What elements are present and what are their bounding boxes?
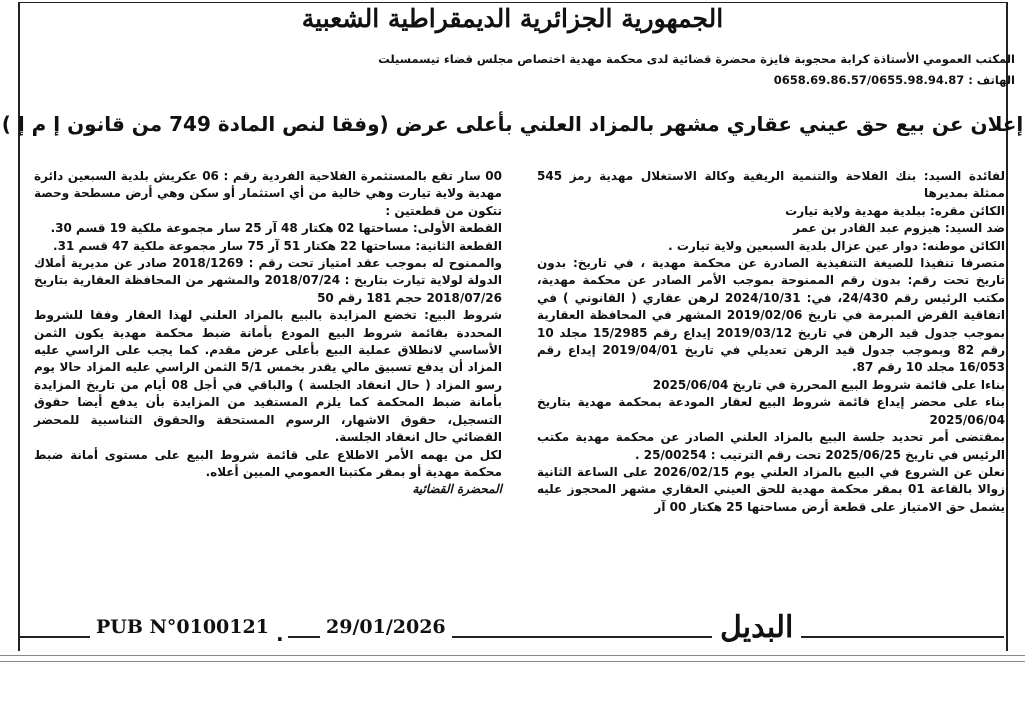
paragraph: لكل من يهمه الأمر الاطلاع على قائمة شروط البيع على مستوى أمانة ضبط محكمة مهدية أو بمقر مكتبنا العمومي المبين أعلاه. <box>34 447 502 479</box>
paragraph: بناءا على قائمة شروط البيع المحررة في تاريخ 2025/06/04 <box>652 377 1005 392</box>
phone-line: الهاتف : 0658.69.86.57/0655.98.94.87 <box>773 73 1015 87</box>
republic-heading: الجمهورية الجزائرية الديمقراطية الشعبية <box>301 4 724 33</box>
paragraph: متصرفا تنفيذا للصيغة التنفيذية الصادرة عن محكمة مهدية ، في تاريخ: بدون تاريخ تحت رقم: بدون رقم الممنوحة بموجب الأمر الصادر عن محكمة مهدية، مكتب الرئيس رقم 24/430، في: 2024/10/31 لرهن عقاري ( القانوني ) في اتفاقية القرض المبرمة في تاريخ 2019/02/06 المشهر في المحافظة العقارية بموجب جدول قيد الرهن في تاريخ 2019/03/12 إيداع رقم 15/2985 مجلد 10 رقم 82 وبموجب جدول قيد الرهن تعديلي في تاريخ 2019/04/01 إيداع رقم 16/053 مجلد 10 رقم 87. <box>537 256 1006 375</box>
paragraph: القطعة الأولى: مساحتها 02 هكتار 48 آر 25 سار مجموعة ملكية 19 قسم 30. <box>50 221 502 236</box>
paragraph: الكائن مقره: ببلدية مهدية ولاية تيارت <box>785 203 1005 218</box>
paragraph: نعلن عن الشروع في البيع بالمزاد العلني يوم 2026/02/15 على الساعة الثانية زوالا بالقاعة 01 بمقر محكمة مهدية للحق العيني العقاري مشهر المحجوز عليه يشمل حق الامتياز على قطعة أرض مساحتها 25 هكتار 00 آر <box>537 464 1006 514</box>
footer-separator: . <box>272 622 288 646</box>
publication-date: 29/01/2026 <box>320 616 452 638</box>
newspaper-brand: البديل <box>712 610 801 645</box>
paragraph: شروط البيع: تخضع المزايدة بالبيع بالمزاد العلني لهذا العقار وفقا للشروط المحددة بقائمة شروط البيع المودع بأمانة ضبط محكمة مهدية يكون الثمن الأساسي لانطلاق عملية البيع بأعلى عرض مقدم. كما يجب على الراسي عليه المزاد أن يدفع تسبيق مالي يقدر بخمس 5/1 الثمن الراسي عليه المزاد حالا يوم رسو المزاد ( حال انعقاد الجلسة ) والباقي في أجل 08 أيام من تاريخ المزايدة بأمانة ضبط المحكمة كما يلزم المستفيد من المزايدة بأن يدفع أيضا حقوق التسجيل، حقوق الاشهار، الرسوم المستحقة والحقوق التناسبية للمحضر القضائي حال انعقاد الجلسة. <box>34 308 502 445</box>
page-rule <box>0 661 1025 662</box>
office-line: المكتب العمومي الأستاذة كرابة محجوبة فايزة محضرة قضائية لدى محكمة مهدية اختصاص مجلس قضاء تيسمسيلت <box>378 52 1015 66</box>
right-column <box>537 168 1005 516</box>
paragraph: ضد السيد: هيزوم عبد القادر بن عمر <box>793 221 1005 236</box>
notice-title: إعلان عن بيع حق عيني عقاري مشهر بالمزاد العلني بأعلى عرض (وفقا لنص المادة 749 من قانون إ م إ ) <box>1 112 1024 136</box>
left-column <box>34 168 502 499</box>
paragraph: الكائن موطنه: دوار عين عزال بلدية السبعين ولاية تيارت . <box>668 238 1005 253</box>
paragraph: بمقتضى أمر تحديد جلسة البيع بالمزاد العلني الصادر عن محكمة مهدية مكتب الرئيس في تاريخ 2025/06/25 تحت رقم الترتيب : 25/00254 . <box>537 430 1005 462</box>
paragraph: القطعة الثانية: مساحتها 22 هكتار 51 آر 75 سار مجموعة ملكية 47 قسم 31. <box>53 238 502 253</box>
paragraph: والممنوح له بموجب عقد امتياز تحت رقم : 2018/1269 صادر عن مديرية أملاك الدولة لولاية تيارت بتاريخ : 2018/07/24 والمشهر من المحافظة العقارية بتاريخ 2018/07/26 حجم 181 رقم 50 <box>34 256 502 305</box>
signature: المحضرة القضائية <box>412 482 502 497</box>
page-rule <box>0 655 1025 656</box>
paragraph: لفائدة السيد: بنك الفلاحة والتنمية الريفية وكالة الاستغلال مهدية رمز 545 ممثلة بمديرها <box>537 169 1005 201</box>
paragraph: 00 سار تقع بالمستثمرة الفلاحية الفردية رقم : 06 عكريش بلدية السبعين دائرة مهدية ولاية تيارت وهي خالية من أي استثمار أو سكن وهي أرض مسطحة وحصة تتكون من قطعتين : <box>34 169 502 218</box>
pub-number: PUB N°0100121 <box>90 616 275 638</box>
paragraph: بناء على محضر إيداع قائمة شروط البيع لعقار المودعة بمحكمة مهدية بتاريخ 2025/06/04 <box>537 395 1005 427</box>
